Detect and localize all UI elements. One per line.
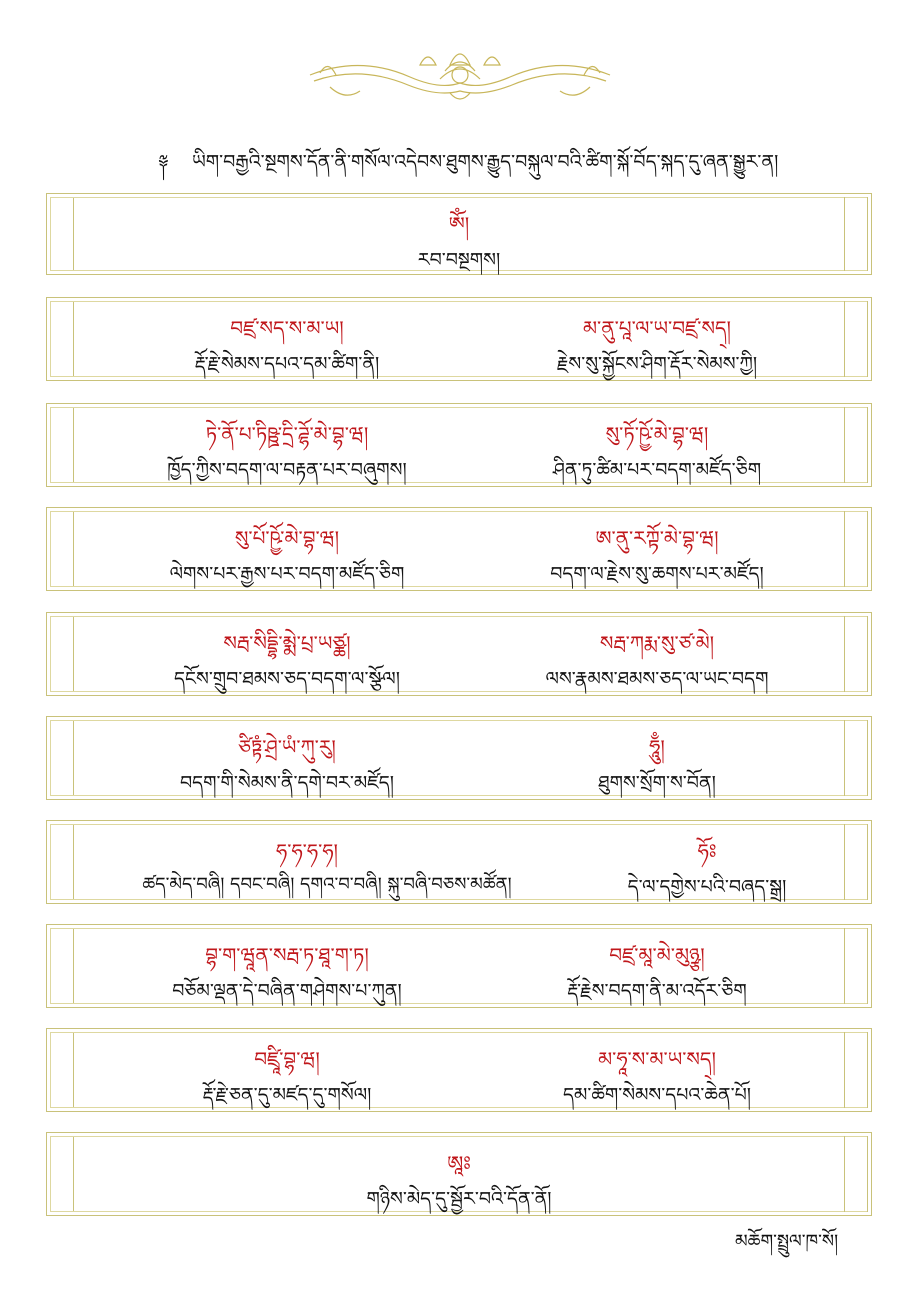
translation-text: ཁྱོད་ཀྱིས་བདག་ལ་བརྟན་པར་བཞུགས། (167, 459, 407, 481)
translation-text: ལས་རྣམས་ཐམས་ཅད་ལ་ཡང་བདག (545, 668, 769, 690)
verse-cell-left (107, 925, 467, 1007)
mantra-text: སུ་པོ་ཥྱོ་མེ་བྷ་ཝ། (234, 526, 340, 550)
mantra-text: སརྦ་སིདྡྷི་མྨེ་པྲ་ཡཙྪ། (223, 631, 351, 655)
translation-text: རྡོ་རྗེ་ཅན་དུ་མཛད་དུ་གསོལ། (202, 1084, 372, 1106)
mantra-text: ཧཱུྃ། (649, 735, 665, 759)
verse-cell-right (487, 508, 827, 590)
lotus-ornament-icon (300, 35, 620, 107)
verse-panel-3 (46, 403, 872, 487)
mantra-text: ཙིཏྟཾ་ཤྲེ་ཡཾ་ཀུ་རུ། (238, 735, 336, 759)
mantra-text: ཏེ་ནོ་པ་ཏིཥྛ་དྲི་ཌྷོ་མེ་བྷ་ཝ། (205, 422, 369, 446)
mantra-text: བྷ་ག་ཝཱན་སརྦ་ཏ་ཐཱ་ག་ཏ། (205, 943, 369, 967)
verse-panel-5 (46, 612, 872, 696)
mantra-text: མ་ཧཱ་ས་མ་ཡ་སད྄། (598, 1047, 716, 1071)
translation-text: རབ་བསྔགས། (417, 249, 501, 271)
mantra-text: སུ་ཏོ་ཥྱོ་མེ་བྷ་ཝ། (605, 422, 709, 446)
mantra-text: བཛྲ་མཱ་མེ་མུཉྩ། (609, 943, 705, 967)
mantra-text: ཧ་ཧ་ཧ་ཧ། (276, 839, 338, 863)
verse-cell-left (107, 404, 467, 486)
verse-cell-right (577, 821, 837, 903)
verse-panel-1 (46, 193, 872, 275)
title-row (150, 134, 850, 174)
translation-text: ཐུགས་སྲོག་ས་བོན། (598, 772, 716, 794)
translation-text: ཤིན་ཏུ་ཚིམ་པར་བདག་མཛོད་ཅིག (552, 459, 762, 481)
verse-cell-right (487, 613, 827, 695)
verse-panel-4 (46, 507, 872, 591)
translation-text: གཉིས་མེད་དུ་སྦྱོར་བའི་དོན་ནོ། (366, 1188, 552, 1210)
verse-panel-10 (46, 1132, 872, 1216)
verse-cell-left (107, 1029, 467, 1111)
translation-text: རྗེས་སུ་སྐྱོངས་ཤིག་རྡོར་སེམས་ཀྱི། (556, 353, 758, 375)
translation-text: བདག་ལ་རྗེས་སུ་ཆགས་པར་མཛོད། (550, 563, 764, 585)
mantra-text: ཧོཿ (697, 839, 717, 863)
verse-panel-2 (46, 297, 872, 381)
verse-cell-right (487, 298, 827, 380)
translation-text: ལེགས་པར་རྒྱས་པར་བདག་མཛོད་ཅིག (169, 563, 405, 585)
verse-panel-7 (46, 820, 872, 904)
verse-cell (87, 194, 831, 274)
mantra-text: བཛྲཱི་བྷ་ཝ། (254, 1047, 320, 1071)
verse-cell-left (87, 821, 567, 903)
verse-cell (87, 1133, 831, 1215)
translation-text: རྡོ་རྗེ་སེམས་དཔའ་དམ་ཚིག་ནི། (194, 353, 380, 375)
verse-cell-right (487, 404, 827, 486)
verse-cell-right (487, 717, 827, 799)
verse-panel-9 (46, 1028, 872, 1112)
mantra-text: ཨཱཿ (447, 1151, 471, 1175)
page-title: ཡིག་བརྒྱའི་སྔགས་དོན་ནི་གསོལ་འདེབས་ཐུགས་རྒྱུད་བསྐུལ་བའི་ཚིག་སྐོ་བོད་སྐད་དུ་ཞན་སྒྱུར་ན། (192, 151, 779, 173)
author-signature: མཆོག་སྤྲུལ་ཁ་སོ། (735, 1231, 839, 1252)
translation-text: དེ་ལ་དགྱེས་པའི་བཞད་སྒྲ། (627, 876, 787, 898)
verse-panel-8 (46, 924, 872, 1008)
mantra-text: བཛྲ་སད་ས་མ་ཡ། (230, 316, 344, 340)
verse-cell-right (487, 925, 827, 1007)
yig-mgo-mark: ༈ (158, 151, 169, 176)
verse-panel-6 (46, 716, 872, 800)
translation-text: རྡོ་རྗེས་བདག་ནི་མ་འདོར་ཅིག (567, 980, 747, 1002)
verse-cell-left (107, 613, 467, 695)
verse-cell-left (107, 508, 467, 590)
mantra-text: སརྦ་ཀརྨ་སུ་ཙ་མེ། (599, 631, 715, 655)
mantra-text: མ་ནུ་པཱ་ལ་ཡ་བཛྲ་སད྄། (583, 316, 731, 340)
verse-cell-right (487, 1029, 827, 1111)
mantra-text: ཨ་ནུ་རཀྟོ་མེ་བྷ་ཝ། (595, 526, 719, 550)
verse-cell-left (107, 298, 467, 380)
translation-text: ཚད་མེད་བཞི། དབང་བཞི། དགའ་བ་བཞི། སྐུ་བཞི་བཅས་མཚོན། (142, 874, 512, 895)
verse-cell-left (107, 717, 467, 799)
translation-text: བཅོམ་ལྡན་དེ་བཞིན་གཤེགས་པ་ཀུན། (172, 980, 402, 1002)
mantra-text: ཨོཾ། (448, 212, 470, 236)
translation-text: བདག་གི་སེམས་ནི་དགེ་བར་མཛོད། (179, 772, 395, 794)
translation-text: དམ་ཚིག་སེམས་དཔའ་ཆེན་པོ། (563, 1084, 751, 1106)
translation-text: དངོས་གྲུབ་ཐམས་ཅད་བདག་ལ་སྩོལ། (174, 668, 400, 690)
